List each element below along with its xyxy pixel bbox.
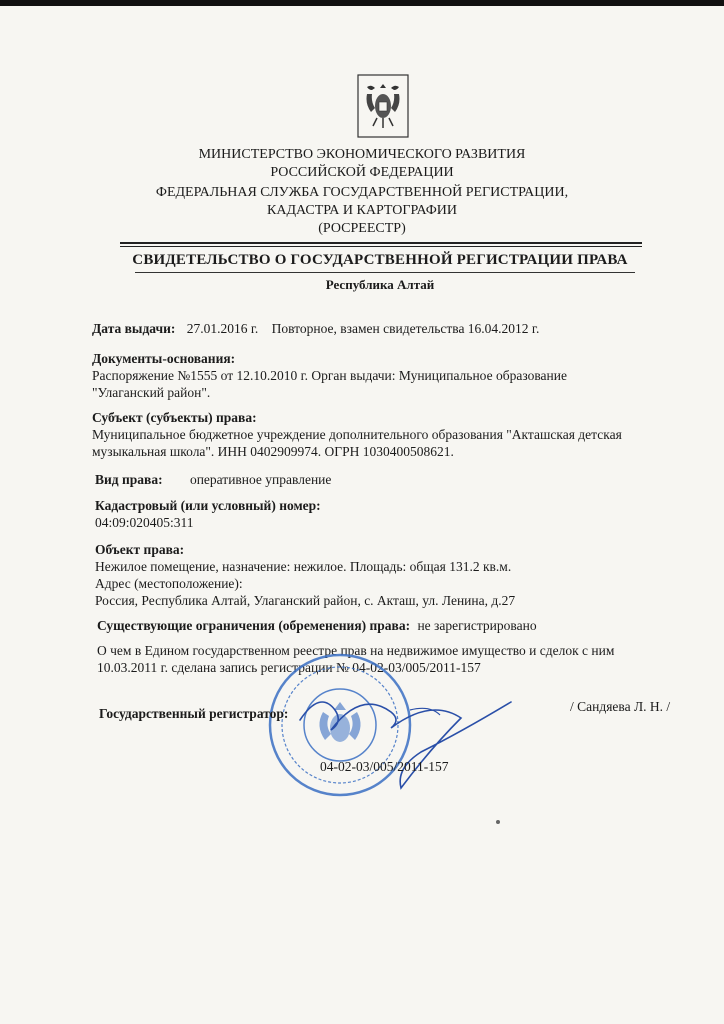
region-name: Республика Алтай xyxy=(325,277,435,292)
object-line-1: Нежилое помещение, назначение: нежилое. Площадь: общая 131.2 кв.м. xyxy=(95,559,512,574)
subject-line-1: Муниципальное бюджетное учреждение дополнительного образования "Акташская детская xyxy=(92,427,622,442)
subject-section xyxy=(92,409,622,460)
documents-line-1: Распоряжение №1555 от 12.10.2010 г. Орган выдачи: Муниципальное образование xyxy=(92,368,567,383)
issue-date-row xyxy=(92,320,539,337)
scan-speck xyxy=(496,820,500,824)
coat-of-arms-emblem xyxy=(357,74,409,138)
documents-label: Документы-основания: xyxy=(92,351,236,366)
documents-line-2: "Улаганский район". xyxy=(92,385,211,400)
service-line-3: (РОСРЕЕСТР) xyxy=(318,221,406,236)
issue-date-value: 27.01.2016 г. xyxy=(186,321,259,336)
service-line-1: ФЕДЕРАЛЬНАЯ СЛУЖБА ГОСУДАРСТВЕННОЙ РЕГИСТРАЦИИ, xyxy=(155,185,569,200)
issue-note: Повторное, взамен свидетельства 16.04.2012 г. xyxy=(271,321,540,336)
service-heading xyxy=(0,184,724,238)
ministry-heading xyxy=(0,146,724,182)
registrar-signature xyxy=(290,680,540,800)
restrictions-label: Существующие ограничения (обременения) права: xyxy=(97,618,411,633)
object-line-3: Россия, Республика Алтай, Улаганский район, с. Акташ, ул. Ленина, д.27 xyxy=(95,593,516,608)
right-type-value: оперативное управление xyxy=(189,472,332,487)
record-number: 04-02-03/005/2011-157 xyxy=(320,759,449,774)
issue-date-label: Дата выдачи: xyxy=(92,321,176,336)
registrar-label: Государственный регистратор: xyxy=(99,706,289,721)
certificate-title: СВИДЕТЕЛЬСТВО О ГОСУДАРСТВЕННОЙ РЕГИСТРАЦИИ ПРАВА xyxy=(132,252,628,268)
cadastral-section xyxy=(95,497,321,531)
subject-label: Субъект (субъекты) права: xyxy=(92,410,257,425)
ministry-line-2: РОССИЙСКОЙ ФЕДЕРАЦИИ xyxy=(270,165,454,180)
header-divider-thick xyxy=(120,242,642,244)
registrar-name: / Сандяева Л. Н. / xyxy=(570,699,671,714)
cadastral-label: Кадастровый (или условный) номер: xyxy=(95,498,321,513)
object-line-2: Адрес (местоположение): xyxy=(95,576,243,591)
service-line-2: КАДАСТРА И КАРТОГРАФИИ xyxy=(267,203,457,218)
documents-section xyxy=(92,350,567,401)
restrictions-row xyxy=(97,617,537,634)
restrictions-value: не зарегистрировано xyxy=(417,618,537,633)
object-section xyxy=(95,541,515,609)
ministry-line-1: МИНИСТЕРСТВО ЭКОНОМИЧЕСКОГО РАЗВИТИЯ xyxy=(198,147,526,162)
registry-note-line-1: О чем в Едином государственном реестре прав на недвижимое имущество и сделок с ним xyxy=(97,643,615,658)
registry-note-line-2: 10.03.2011 г. сделана запись регистрации № 04-02-03/005/2011-157 xyxy=(97,660,481,675)
cadastral-value: 04:09:020405:311 xyxy=(95,515,194,530)
subject-line-2: музыкальная школа". ИНН 0402909974. ОГРН 1030400508621. xyxy=(92,444,454,459)
right-type-label: Вид права: xyxy=(95,472,163,487)
object-label: Объект права: xyxy=(95,542,185,557)
scan-top-edge xyxy=(0,0,724,6)
right-type-row xyxy=(95,471,331,488)
header-divider-thin xyxy=(120,246,642,247)
title-underline xyxy=(135,272,635,273)
